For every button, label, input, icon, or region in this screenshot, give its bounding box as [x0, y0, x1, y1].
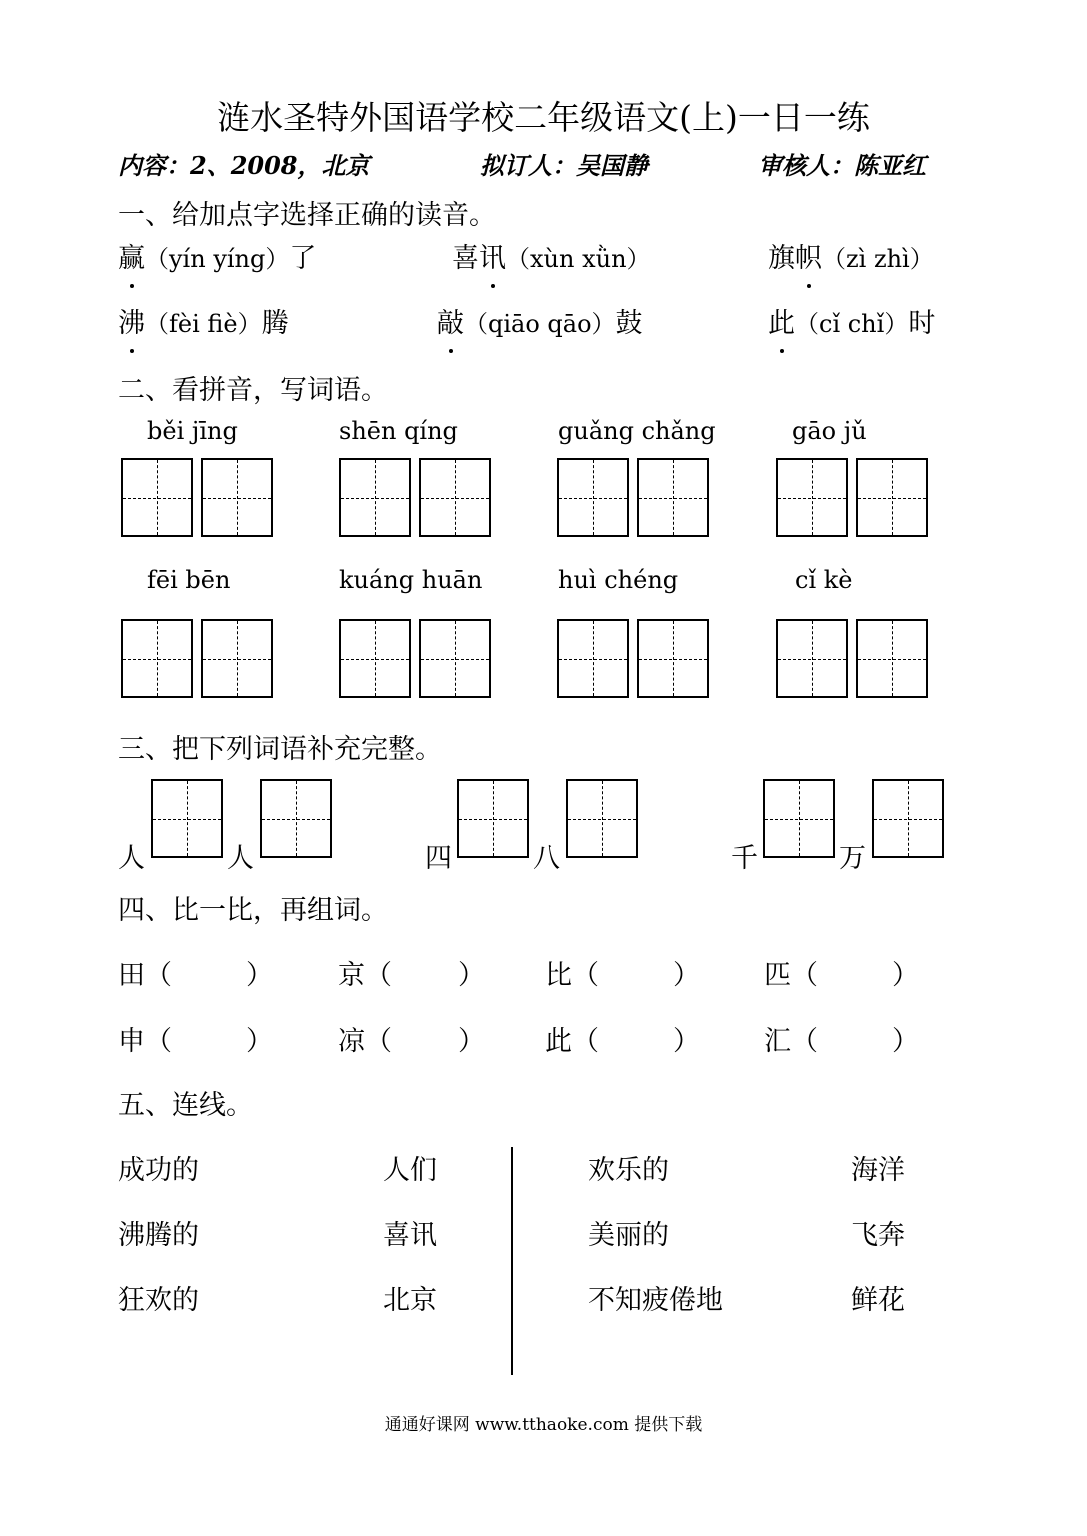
compare-item: 田（ ）: [118, 960, 273, 991]
idiom-char: 千: [731, 843, 758, 874]
compare-item: 汇（ ）: [764, 1026, 919, 1057]
writing-grid-box[interactable]: [121, 458, 193, 537]
idiom-char: 人: [227, 843, 254, 874]
footer-text: 通通好课网 www.tthaoke.com 提供下载: [384, 1415, 703, 1435]
writing-grid-box[interactable]: [557, 619, 629, 698]
pronunciation-item-4: 沸（fèi fiè）腾: [118, 308, 289, 339]
writing-grid-box[interactable]: [419, 458, 491, 537]
match-left-item[interactable]: 沸腾的: [118, 1220, 199, 1251]
writing-grid-box[interactable]: [201, 619, 273, 698]
dotted-char: 此: [768, 308, 795, 339]
compare-item: 申（ ）: [118, 1026, 273, 1057]
writing-grid-box[interactable]: [339, 619, 411, 698]
section1-heading: 一、给加点字选择正确的读音。: [118, 200, 496, 231]
dotted-char: 讯: [479, 243, 506, 274]
match-right-item[interactable]: 北京: [383, 1285, 437, 1316]
section3-heading: 三、把下列词语补充完整。: [118, 734, 442, 765]
match-left-item[interactable]: 美丽的: [588, 1220, 669, 1251]
compare-item: 此（ ）: [545, 1026, 700, 1057]
idiom-char: 四: [425, 843, 452, 874]
writing-grid-box[interactable]: [856, 458, 928, 537]
writing-grid-box[interactable]: [557, 458, 629, 537]
idiom-grid-box[interactable]: [260, 779, 332, 858]
match-right-item[interactable]: 海洋: [851, 1155, 905, 1186]
idiom-char: 人: [118, 843, 145, 874]
pinyin-6: kuáng huān: [339, 566, 483, 594]
match-right-item[interactable]: 人们: [383, 1155, 437, 1186]
dotted-char: 沸: [118, 308, 145, 339]
pinyin-4: gāo jǔ: [792, 417, 867, 445]
compare-item: 京（ ）: [338, 960, 485, 991]
idiom-char: 八: [533, 843, 560, 874]
compare-item: 匹（ ）: [764, 960, 919, 991]
idiom-grid-box[interactable]: [566, 779, 638, 858]
writing-grid-box[interactable]: [339, 458, 411, 537]
compare-item: 凉（ ）: [338, 1026, 485, 1057]
section5-heading: 五、连线。: [118, 1090, 253, 1121]
pronunciation-item-3: 旗帜（zì zhì）: [768, 243, 934, 274]
match-right-item[interactable]: 喜讯: [383, 1220, 437, 1251]
writing-grid-box[interactable]: [856, 619, 928, 698]
pinyin-2: shēn qíng: [339, 417, 458, 445]
dotted-char: 赢: [118, 243, 145, 274]
match-left-item[interactable]: 不知疲倦地: [588, 1285, 723, 1316]
match-left-item[interactable]: 欢乐的: [588, 1155, 669, 1186]
column-divider: [511, 1147, 513, 1375]
pronunciation-item-5: 敲（qiāo qāo）鼓: [437, 308, 643, 339]
idiom-grid-box[interactable]: [151, 779, 223, 858]
match-right-item[interactable]: 鲜花: [851, 1285, 905, 1316]
match-right-item[interactable]: 飞奔: [851, 1220, 905, 1251]
pinyin-8: cǐ kè: [795, 566, 853, 594]
pronunciation-item-1: 赢（yín yíng）了: [118, 243, 317, 274]
dotted-char: 敲: [437, 308, 464, 339]
meta-reviewer: 审核人：陈亚红: [758, 151, 926, 180]
idiom-char: 万: [839, 843, 866, 874]
match-left-item[interactable]: 成功的: [118, 1155, 199, 1186]
section4-heading: 四、比一比，再组词。: [118, 895, 388, 926]
idiom-grid-box[interactable]: [457, 779, 529, 858]
pinyin-5: fēi bēn: [147, 566, 231, 594]
match-left-item[interactable]: 狂欢的: [118, 1285, 199, 1316]
writing-grid-box[interactable]: [637, 619, 709, 698]
section2-heading: 二、看拼音，写词语。: [118, 375, 388, 406]
meta-drafter: 拟订人：吴国静: [480, 151, 648, 180]
pinyin-1: běi jīng: [147, 417, 238, 445]
writing-grid-box[interactable]: [637, 458, 709, 537]
meta-content: 内容：2、2008，北京: [118, 151, 370, 180]
dotted-char: 帜: [795, 243, 822, 274]
idiom-grid-box[interactable]: [872, 779, 944, 858]
writing-grid-box[interactable]: [121, 619, 193, 698]
pronunciation-item-2: 喜讯（xùn xǜn）: [452, 243, 651, 274]
writing-grid-box[interactable]: [419, 619, 491, 698]
pronunciation-item-6: 此（cǐ chǐ）时: [768, 308, 936, 339]
pinyin-3: guǎng chǎng: [558, 417, 716, 445]
compare-item: 比（ ）: [545, 960, 700, 991]
idiom-grid-box[interactable]: [763, 779, 835, 858]
page-title: 涟水圣特外国语学校二年级语文(上)一日一练: [217, 98, 870, 137]
writing-grid-box[interactable]: [776, 619, 848, 698]
pinyin-7: huì chéng: [558, 566, 679, 594]
writing-grid-box[interactable]: [776, 458, 848, 537]
writing-grid-box[interactable]: [201, 458, 273, 537]
